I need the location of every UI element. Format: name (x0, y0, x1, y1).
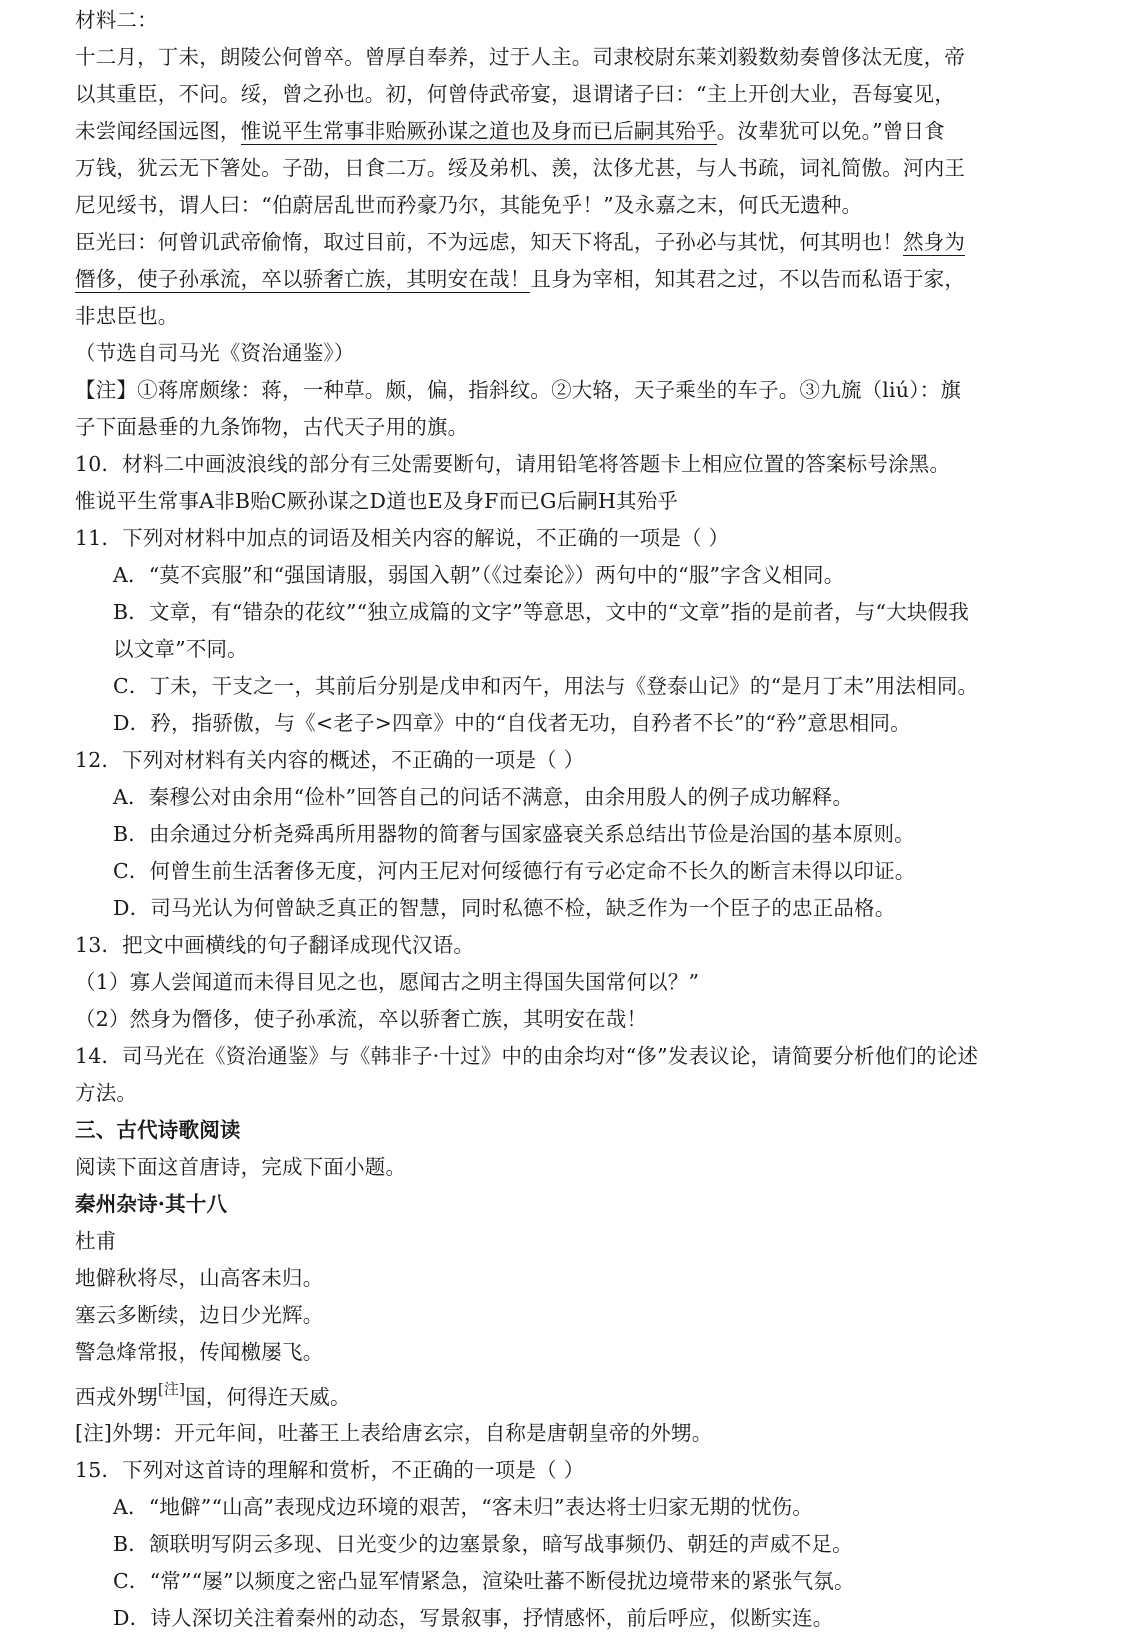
poem-author: 杜甫 (75, 1229, 117, 1253)
commentary-line (75, 261, 1095, 298)
underlined-sentence: 然身为 (903, 230, 966, 254)
annotation-note: 【注】①蒋席颇缘：蒋，一种草。颇，偏，指斜纹。②大辂，天子乘坐的车子。③九旒（liú）：旗 (75, 378, 962, 402)
commentary-line (75, 224, 1095, 261)
question-11-option-d: D．矜，指骄傲，与《<老子>四章》中的“自伐者无功，自矜者不长”的“矜”意思相同。 (113, 711, 911, 735)
question-11-stem: 11．下列对材料中加点的词语及相关内容的解说，不正确的一项是（ ） (75, 526, 730, 550)
question-11-option-c: C．丁未，干支之一，其前后分别是戊申和丙午，用法与《登泰山记》的“是月丁未”用法相同。 (113, 674, 979, 698)
text-segment: 国，何得迕天威。 (185, 1385, 351, 1409)
commentary-line: 非忠臣也。 (75, 304, 179, 328)
question-13-sentence-2: （2）然身为僭侈，使子孙承流，卒以骄奢亡族，其明安在哉！ (75, 1007, 648, 1031)
material-two-text-line: 十二月，丁未，朗陵公何曾卒。曾厚自奉养，过于人主。司隶校尉东莱刘毅数劾奏曾侈汰无度，帝 (75, 45, 966, 69)
question-15-option-d: D．诗人深切关注着秦州的动态，写景叙事，抒情感怀，前后呼应，似断实连。 (113, 1606, 834, 1630)
question-14-stem: 14．司马光在《资治通鉴》与《韩非子·十过》中的由余均对“侈”发表议论，请简要分析他们的论述 (75, 1044, 979, 1068)
text-segment: 。汝辈犹可以免。”曾日食 (716, 119, 945, 143)
poem-verse (75, 1371, 1095, 1415)
material-two-text-line: 尼见绥书，谓人曰：“伯蔚居乱世而矜豪乃尔，其能免乎！”及永嘉之末，何氏无遗种。 (75, 193, 863, 217)
question-14-stem-cont: 方法。 (75, 1081, 138, 1105)
question-11-option-b-cont: 以文章”不同。 (113, 637, 248, 661)
poem-verse: 地僻秋将尽，山高客未归。 (75, 1266, 324, 1290)
poem-verse: 警急烽常报，传闻檄屡飞。 (75, 1340, 324, 1364)
underlined-sentence: 僭侈，使子孙承流，卒以骄奢亡族，其明安在哉！ (75, 267, 531, 291)
poem-note: [注]外甥：开元年间，吐蕃王上表给唐玄宗，自称是唐朝皇帝的外甥。 (75, 1421, 713, 1445)
question-15-option-a: A．“地僻”“山高”表现戍边环境的艰苦，“客未归”表达将士归家无期的忧伤。 (113, 1495, 814, 1519)
question-15-option-b: B．颔联明写阴云多现、日光变少的边塞景象，暗写战事频仍、朝廷的声威不足。 (113, 1532, 853, 1556)
question-12-option-b: B．由余通过分析尧舜禹所用器物的简奢与国家盛衰关系总结出节俭是治国的基本原则。 (113, 822, 915, 846)
material-two-text-line: 以其重臣，不问。绥，曾之孙也。初，何曾侍武帝宴，退谓诸子曰：“主上开创大业，吾每宴见， (75, 82, 956, 106)
question-13-stem: 13．把文中画横线的句子翻译成现代汉语。 (75, 933, 475, 957)
question-12-option-a: A．秦穆公对由余用“俭朴”回答自己的问话不满意，由余用殷人的例子成功解释。 (113, 785, 854, 809)
poem-verse: 塞云多断续，边日少光辉。 (75, 1303, 324, 1327)
question-15-stem: 15．下列对这首诗的理解和赏析，不正确的一项是（ ） (75, 1458, 585, 1482)
wavy-underlined-sentence: 惟说平生常事非贻厥孙谋之道也及身而已后嗣其殆乎 (240, 119, 717, 143)
material-two-text-line: 万钱，犹云无下箸处。子劭，日食二万。绥及弟机、羡，汰侈尤甚，与人书疏，词礼简傲。河内王 (75, 156, 966, 180)
text-segment: 未尝闻经国远图， (75, 119, 241, 143)
question-10-options: 惟说平生常事A非B贻C厥孙谋之D道也E及身F而已G后嗣H其殆乎 (75, 489, 679, 513)
text-segment: 臣光曰：何曾讥武帝偷惰，取过目前，不为远虑，知天下将乱，子孙必与其忧，何其明也！ (75, 230, 903, 254)
source-citation: （节选自司马光《资治通鉴》） (75, 341, 355, 365)
material-two-text-line (75, 113, 1095, 150)
exam-page (75, 2, 1095, 1637)
question-13-sentence-1: （1）寡人尝闻道而未得目见之也，愿闻古之明主得国失国常何以？” (75, 970, 700, 994)
section-three-intro: 阅读下面这首唐诗，完成下面小题。 (75, 1155, 407, 1179)
question-12-stem: 12．下列对材料有关内容的概述，不正确的一项是（ ） (75, 748, 585, 772)
question-11-option-b: B．文章，有“错杂的花纹”“独立成篇的文字”等意思，文中的“文章”指的是前者，与“大块假我 (113, 600, 969, 624)
note-marker: [注] (157, 1380, 186, 1398)
question-12-option-c: C．何曾生前生活奢侈无度，河内王尼对何绥德行有亏必定命不长久的断言未得以印证。 (113, 859, 916, 883)
question-15-option-c: C．“常”“屡”以频度之密凸显军情紧急，渲染吐蕃不断侵扰边境带来的紧张气氛。 (113, 1569, 855, 1593)
question-11-option-a: A．“莫不宾服”和“强国请服，弱国入朝”（《过秦论》）两句中的“服”字含义相同。 (113, 563, 845, 587)
text-segment: 且身为宰相，知其君之过，不以告而私语于家， (530, 267, 966, 291)
material-two-heading: 材料二： (75, 8, 158, 32)
text-segment: 西戎外甥 (75, 1385, 158, 1409)
section-three-title: 三、古代诗歌阅读 (75, 1118, 241, 1142)
poem-title: 秦州杂诗·其十八 (75, 1192, 228, 1216)
question-12-option-d: D．司马光认为何曾缺乏真正的智慧，同时私德不检，缺乏作为一个臣子的忠正品格。 (113, 896, 896, 920)
question-10-stem: 10．材料二中画波浪线的部分有三处需要断句，请用铅笔将答题卡上相应位置的答案标号涂黑。 (75, 452, 951, 476)
annotation-note: 子下面悬垂的九条饰物，古代天子用的旗。 (75, 415, 469, 439)
